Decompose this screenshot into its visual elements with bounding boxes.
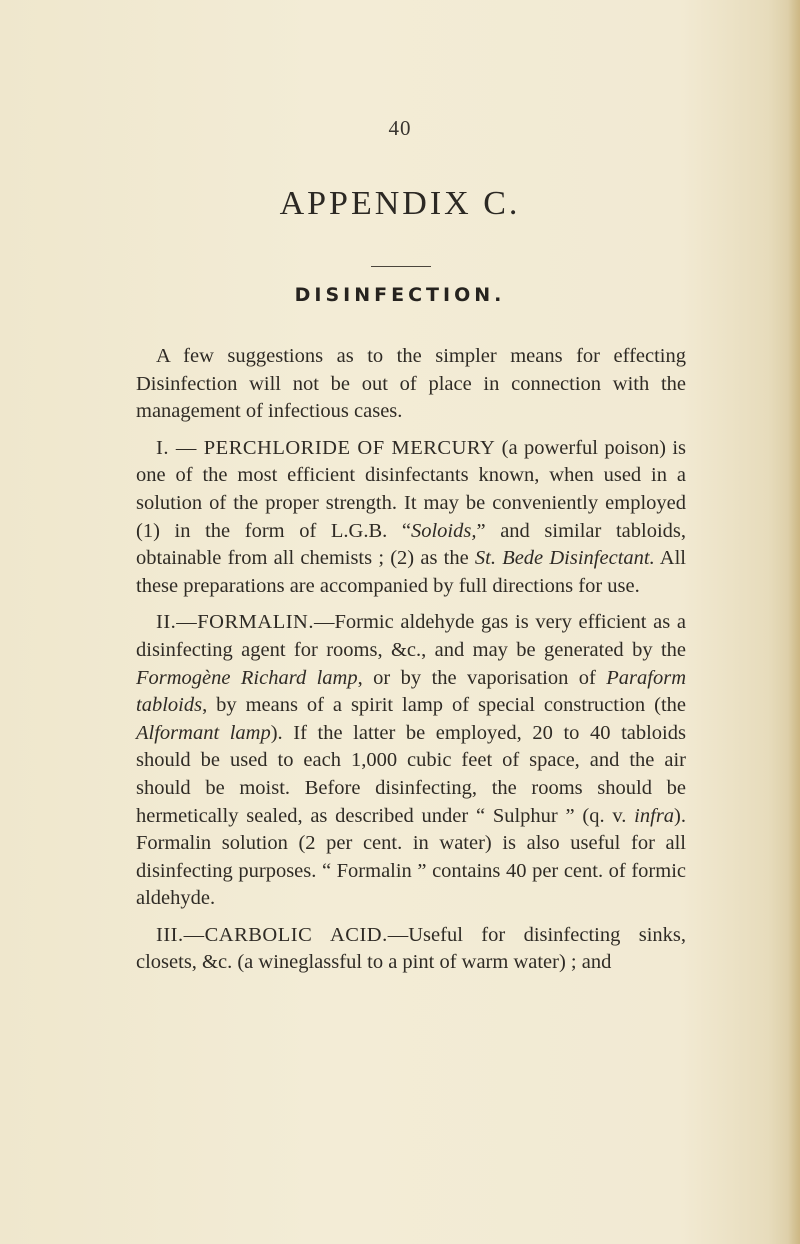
formogene-term: Formogène Richard lamp — [136, 666, 358, 689]
formalin-text-4: ). If the latter be employed, 20 to 40 tabloids should be used to each 1,000 cubic feet of space, and the air should be moist. Before disinfecting, the rooms should be hermetically sealed, as described under “ Sulphur ” (q. v. — [136, 721, 686, 827]
perchloride-text-2: ” and similar tabloids, obtainable from all chemists ; (2) as the — [136, 519, 686, 570]
carbolic-paragraph — [136, 922, 686, 977]
formalin-text-2: , or by the vaporisation of — [357, 666, 607, 689]
title-divider — [371, 266, 431, 267]
formalin-text-1: —Formic aldehyde gas is very efficient as a disinfecting agent for rooms, &c., and may be generated by the — [136, 611, 686, 661]
formalin-paragraph — [136, 609, 686, 913]
soloids-term: Soloids, — [410, 519, 477, 542]
section-heading: DISINFECTION. — [294, 284, 506, 306]
perchloride-heading: I. — PERCHLORIDE OF MERCURY — [156, 436, 496, 459]
alformant-term: Alformant lamp — [136, 721, 271, 744]
st-bede-term: St. Bede Disinfectant. — [474, 547, 655, 570]
formalin-heading: II.—FORMALIN. — [156, 611, 314, 634]
formalin-text-3: , by means of a spirit lamp of special construction (the — [202, 694, 686, 717]
perchloride-text-3: All these preparations are accompanied by full directions for use. — [136, 547, 686, 597]
paraform-term: Paraform tabloids — [136, 666, 686, 717]
body-text — [136, 343, 686, 986]
infra-term: infra — [634, 804, 675, 827]
page-edge-shadow — [788, 0, 800, 1244]
carbolic-heading: III.—CARBOLIC ACID. — [156, 923, 388, 946]
perchloride-paragraph — [136, 435, 686, 601]
appendix-title: APPENDIX C. — [279, 185, 521, 222]
intro-paragraph: A few suggestions as to the simpler means for effecting Disinfection will not be out of place in connection with the management of infectious cases. — [136, 345, 686, 423]
page-number: 40 — [388, 116, 412, 140]
perchloride-text-1: (a powerful poison) is one of the most efficient disinfectants known, when used in a solution of the proper strength. It may be conveniently employed (1) in the form of L.G.B. “ — [136, 436, 686, 542]
carbolic-text-1: —Useful for disinfecting sinks, closets, &c. (a wineglassful to a pint of warm water) ; and — [136, 923, 687, 974]
formalin-text-5: ). Formalin solution (2 per cent. in water) is also useful for all disinfecting purposes. “ Formalin ” contains 40 per cent. of formic aldehyde. — [136, 804, 686, 910]
